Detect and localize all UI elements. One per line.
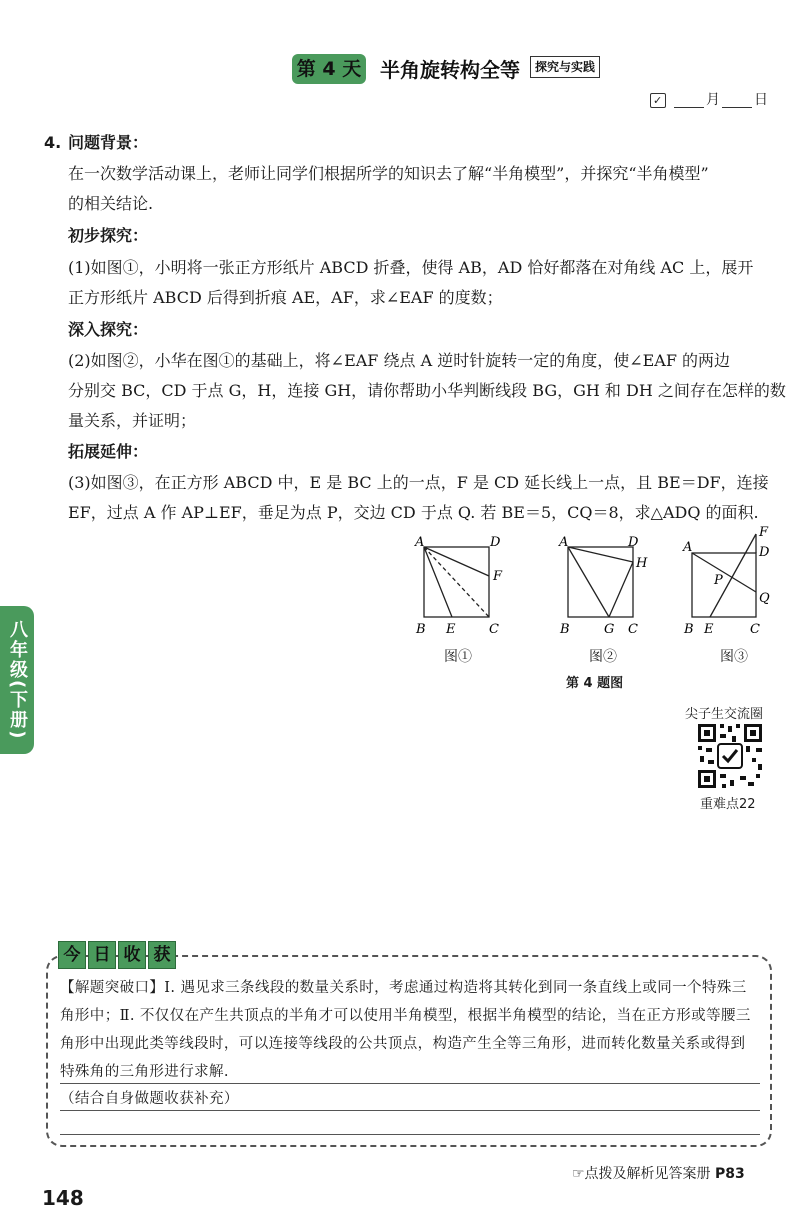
background-line-2: 的相关结论.	[68, 194, 154, 213]
section-tag: 探究与实践	[530, 56, 600, 78]
date-row	[650, 90, 768, 110]
fig2-caption: 图②	[589, 649, 617, 665]
figure-3	[680, 524, 780, 640]
fig2-label-c: C	[628, 622, 638, 637]
qr-code[interactable]	[696, 722, 764, 790]
part1-line-2: 正方形纸片 ABCD 后得到折痕 AE，AF，求∠EAF 的度数；	[68, 288, 503, 307]
fig2-line-ag	[568, 547, 609, 617]
page-number: 148	[42, 1186, 84, 1210]
question-number: 4.	[44, 133, 62, 152]
fig1-label-d: D	[490, 535, 501, 550]
part2-line-3: 量关系，并证明；	[68, 411, 197, 430]
part1-heading: 初步探究：	[68, 226, 149, 245]
qr-caption: 重难点22	[700, 797, 756, 812]
fig3-line-aq	[692, 553, 756, 592]
fig1-label-f: F	[493, 569, 503, 584]
figure-group-caption: 第 4 题图	[566, 676, 624, 691]
calendar-icon	[650, 93, 666, 108]
month-blank[interactable]	[674, 93, 704, 108]
fig1-label-b: B	[416, 622, 426, 637]
section-title: 半角旋转构全等	[380, 58, 520, 82]
summary-rule	[60, 1083, 760, 1084]
fig2-label-d: D	[628, 535, 639, 550]
summary-tag	[58, 941, 176, 969]
summary-tag-char: 收	[118, 941, 146, 969]
answer-page: P83	[715, 1166, 745, 1182]
fig2-label-a: A	[559, 535, 569, 550]
day-badge: 第 4 天	[292, 54, 366, 84]
fig2-line-gh	[609, 562, 633, 617]
fig3-label-p: P	[714, 573, 723, 588]
summary-line-5: （结合自身做题收获补充）	[60, 1091, 239, 1107]
fig1-label-c: C	[489, 622, 499, 637]
part3-line-1: (3)如图③，在正方形 ABCD 中，E 是 BC 上的一点，F 是 CD 延长线上一点，且 BE＝DF，连接	[68, 473, 769, 492]
fig2-label-h: H	[636, 556, 648, 571]
fig1-caption: 图①	[444, 649, 472, 665]
summary-line-2: 角形中；Ⅱ. 不仅仅在产生共顶点的半角才可以使用半角模型，根据半角模型的结论，当在正方形或等腰三	[60, 1008, 751, 1024]
day-label: 日	[754, 92, 768, 108]
summary-tag-char: 今	[58, 941, 86, 969]
fig1-label-e: E	[446, 622, 456, 637]
figure-2	[556, 532, 656, 640]
summary-line-1: 【解题突破口】Ⅰ. 遇见求三条线段的数量关系时，考虑通过构造将其转化到同一条直线上或同一个特殊三	[60, 980, 747, 996]
fig2-square	[568, 547, 633, 617]
fig3-label-a: A	[683, 540, 693, 555]
fig2-label-b: B	[560, 622, 570, 637]
summary-rule	[60, 1134, 760, 1135]
summary-tag-char: 获	[148, 941, 176, 969]
fig1-label-a: A	[415, 535, 425, 550]
fig3-label-d: D	[759, 545, 770, 560]
grade-side-tab: 八年级(下册)	[0, 606, 34, 754]
fig3-caption: 图③	[720, 649, 748, 665]
qr-title: 尖子生交流圈	[685, 707, 764, 722]
month-label: 月	[706, 92, 720, 108]
fig3-label-b: B	[684, 622, 694, 637]
summary-line-3: 角形中出现此类等线段时，可以连接等线段的公共顶点，构造产生全等三角形，进而转化数量关系或得到	[60, 1036, 746, 1052]
part3-heading: 拓展延伸：	[68, 442, 149, 461]
fig2-line-ah	[568, 547, 633, 562]
background-line-1: 在一次数学活动课上，老师让同学们根据所学的知识去了解“半角模型”，并探究“半角模型”	[68, 164, 709, 183]
fig2-label-g: G	[604, 622, 615, 637]
part2-line-1: (2)如图②，小华在图①的基础上，将∠EAF 绕点 A 逆时针旋转一定的角度，使∠EAF 的两边	[68, 351, 731, 370]
fig3-label-c: C	[750, 622, 760, 637]
background-heading: 问题背景：	[68, 133, 149, 152]
part1-line-1: (1)如图①，小明将一张正方形纸片 ABCD 折叠，使得 AB，AD 恰好都落在对角线 AC 上，展开	[68, 258, 754, 277]
fig3-label-e: E	[704, 622, 714, 637]
fig3-label-f: F	[759, 525, 769, 540]
answer-reference	[572, 1163, 745, 1183]
part2-heading: 深入探究：	[68, 320, 149, 339]
fig3-square	[692, 553, 756, 617]
answer-reference-text: ☞点拨及解析见答案册	[572, 1166, 711, 1182]
summary-tag-char: 日	[88, 941, 116, 969]
part3-line-2: EF，过点 A 作 AP⊥EF，垂足为点 P，交边 CD 于点 Q. 若 BE＝5，CQ＝8，求△ADQ 的面积.	[68, 503, 759, 522]
summary-line-4: 特殊角的三角形进行求解.	[60, 1064, 229, 1080]
fig3-label-q: Q	[759, 591, 770, 606]
part2-line-2: 分别交 BC，CD 于点 G，H，连接 GH，请你帮助小华判断线段 BG，GH 和 DH 之间存在怎样的数	[68, 381, 786, 400]
summary-rule	[60, 1110, 760, 1111]
day-blank[interactable]	[722, 93, 752, 108]
figure-1	[412, 532, 512, 640]
fig1-diagonal-ac	[424, 547, 489, 617]
